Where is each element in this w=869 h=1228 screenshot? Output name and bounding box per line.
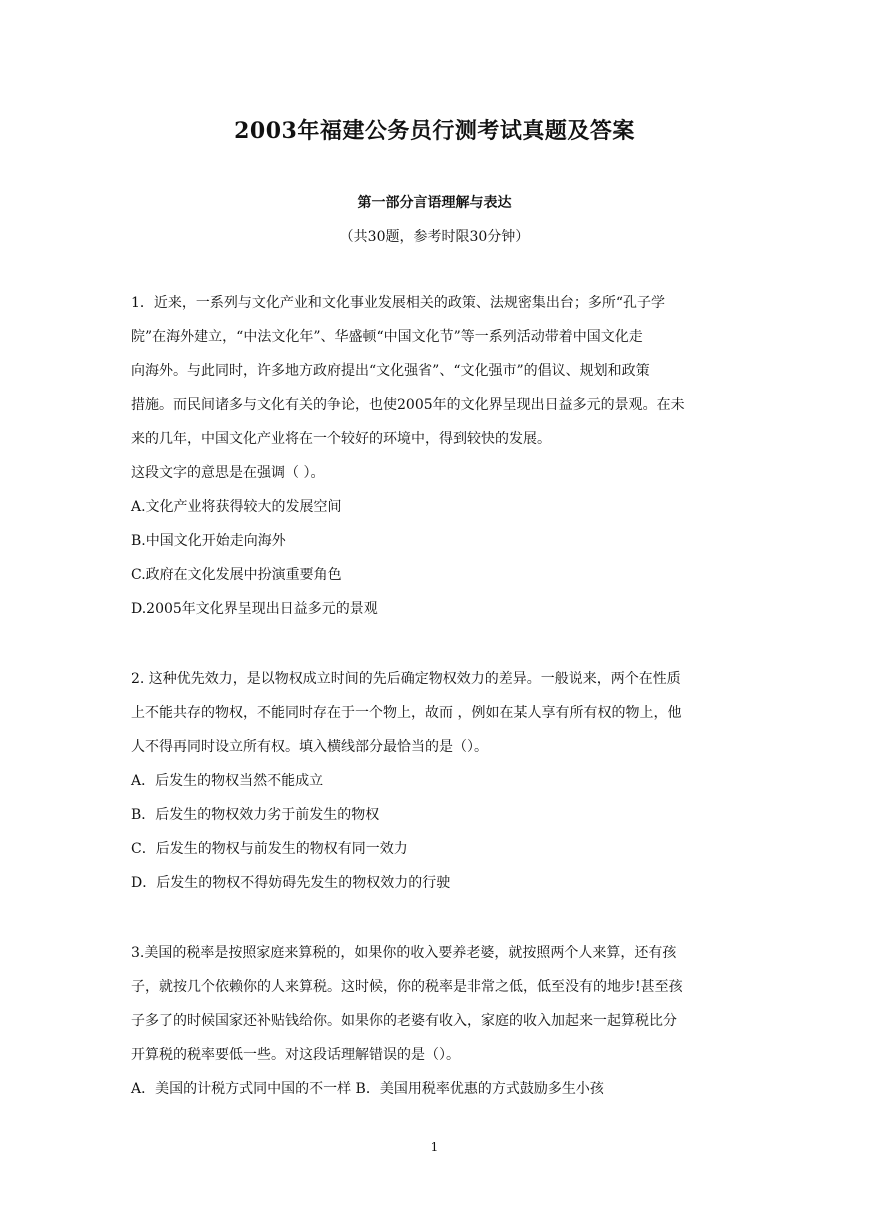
question-1-option-d: D.2005年文化界呈现出日益多元的景观 bbox=[131, 601, 378, 617]
question-1-text-line: 向海外。与此同时，许多地方政府提出“文化强省”、“文化强市”的倡议、规划和政策 bbox=[131, 363, 650, 379]
section-note: （共30题，参考时限30分钟） bbox=[339, 229, 530, 245]
question-3-options-ab: A．美国的计税方式同中国的不一样 B．美国用税率优惠的方式鼓励多生小孩 bbox=[131, 1081, 604, 1097]
question-2-option-d: D．后发生的物权不得妨碍先发生的物权效力的行驶 bbox=[131, 875, 451, 891]
question-3 bbox=[131, 936, 751, 1106]
question-1 bbox=[131, 286, 751, 626]
question-2 bbox=[131, 662, 751, 900]
question-2-text-line: 上不能共存的物权，不能同时存在于一个物上，故而 ，例如在某人享有所有权的物上，他 bbox=[131, 705, 682, 721]
question-1-option-b: B.中国文化开始走向海外 bbox=[131, 533, 286, 549]
question-1-stem: 这段文字的意思是在强调（ ）。 bbox=[131, 465, 325, 481]
question-1-text-line: 来的几年，中国文化产业将在一个较好的环境中，得到较快的发展。 bbox=[131, 431, 551, 447]
page-number: 1 bbox=[430, 1140, 439, 1154]
question-2-text-line: 人不得再同时设立所有权。填入横线部分最恰当的是（）。 bbox=[131, 739, 488, 755]
question-1-text-line: 院”在海外建立，“中法文化年”、华盛顿“中国文化节”等一系列活动带着中国文化走 bbox=[131, 329, 643, 345]
question-2-text-line: 2. 这种优先效力，是以物权成立时间的先后确定物权效力的差异。一般说来，两个在性质 bbox=[131, 671, 681, 687]
question-3-text-line: 子，就按几个依赖你的人来算税。这时候，你的税率是非常之低，低至没有的地步!甚至孩 bbox=[131, 979, 683, 995]
question-2-option-a: A．后发生的物权当然不能成立 bbox=[131, 773, 324, 789]
question-3-text-line: 3.美国的税率是按照家庭来算税的，如果你的收入要养老婆，就按照两个人来算，还有孩 bbox=[131, 945, 677, 961]
question-2-option-c: C．后发生的物权与前发生的物权有同一效力 bbox=[131, 841, 408, 857]
question-1-option-c: C.政府在文化发展中扮演重要角色 bbox=[131, 567, 342, 583]
section-title: 第一部分言语理解与表达 bbox=[357, 195, 512, 211]
question-1-text-line: 1．近来，一系列与文化产业和文化事业发展相关的政策、法规密集出台；多所“孔子学 bbox=[131, 295, 666, 311]
question-3-text-line: 子多了的时候国家还补贴钱给你。如果你的老婆有收入，家庭的收入加起来一起算税比分 bbox=[131, 1013, 677, 1029]
question-3-text-line: 开算税的税率要低一些。对这段话理解错误的是（）。 bbox=[131, 1047, 460, 1063]
document-title: 2003年福建公务员行测考试真题及答案 bbox=[234, 118, 635, 144]
question-2-option-b: B．后发生的物权效力劣于前发生的物权 bbox=[131, 807, 380, 823]
question-1-option-a: A.文化产业将获得较大的发展空间 bbox=[131, 499, 342, 515]
question-1-text-line: 措施。而民间诸多与文化有关的争论，也使2005年的文化界呈现出日益多元的景观。在未 bbox=[131, 397, 685, 413]
